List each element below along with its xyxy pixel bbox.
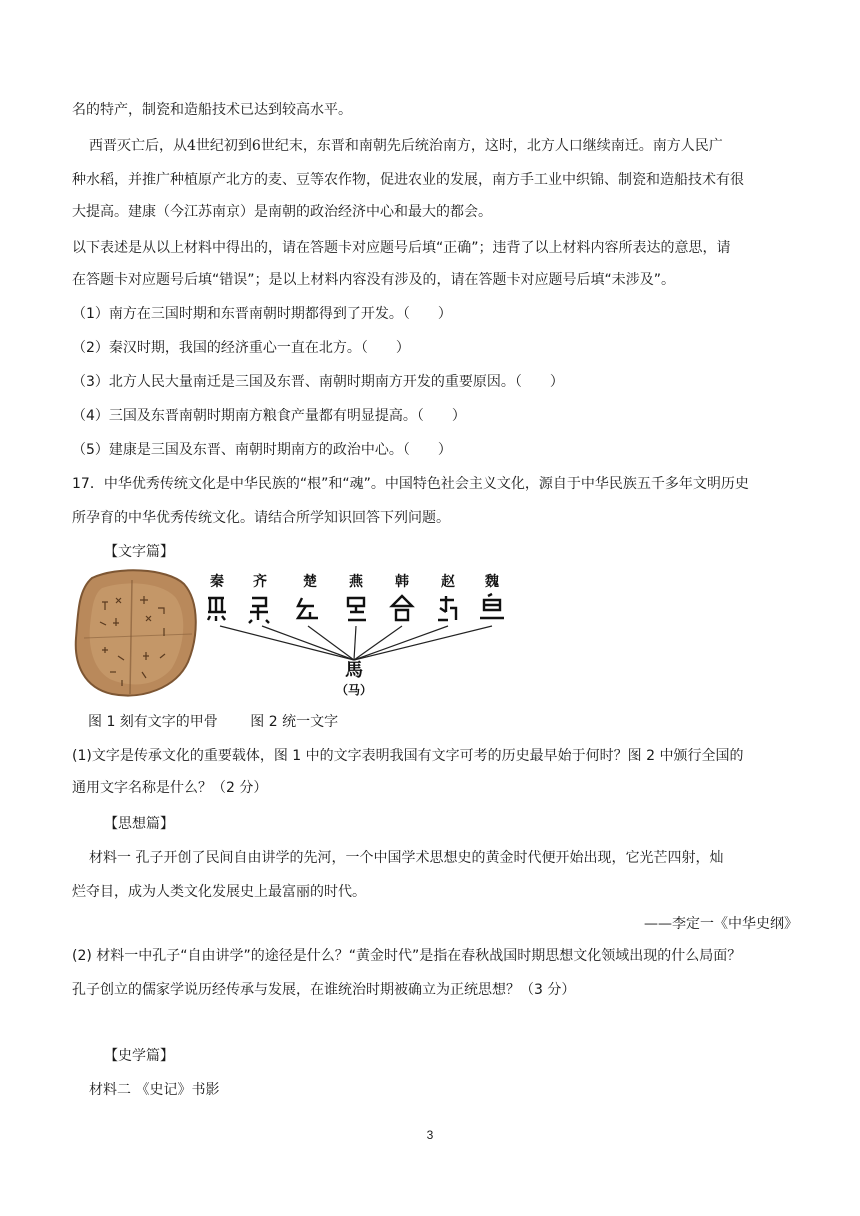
- glyph-yan: [348, 598, 366, 620]
- glyph-qin: [208, 598, 226, 621]
- question-item: （4）三国及东晋南朝时期南方粮食产量都有明显提高。（ ）: [72, 408, 466, 424]
- material-text: 材料二 《史记》书影: [89, 1082, 220, 1098]
- question-text: (2) 材料一中孔子“自由讲学”的途径是什么？“黄金时代”是指在春秋战国时期思想文化领域出现的什么局面？: [72, 948, 742, 964]
- section-heading: 【文字篇】: [104, 544, 174, 560]
- material-text: 烂夺目，成为人类文化发展史上最富丽的时代。: [72, 884, 366, 900]
- state-label: 魏: [485, 574, 499, 590]
- state-label: 韩: [395, 574, 409, 590]
- text-line: 西晋灭亡后，从4世纪初到6世纪末，东晋和南朝先后统治南方，这时，北方人口继续南迁。南方人民广: [89, 138, 723, 154]
- state-label: 赵: [441, 574, 455, 590]
- state-label: 齐: [253, 574, 267, 590]
- question-item: （2）秦汉时期，我国的经济重心一直在北方。（ ）: [72, 340, 410, 356]
- glyph-chu: [298, 598, 318, 618]
- material-text: 材料一 孔子开创了民间自由讲学的先河，一个中国学术思想史的黄金时代便开始出现，它光芒四射，灿: [89, 850, 724, 866]
- question-item: （5）建康是三国及东晋、南朝时期南方的政治中心。（ ）: [72, 442, 452, 458]
- citation: ——李定一《中华史纲》: [644, 916, 798, 932]
- text-line: 种水稻，并推广种植原产北方的麦、豆等农作物，促进农业的发展，南方手工业中织锦、制瓷和造船技术有很: [72, 172, 744, 188]
- figure-svg: [72, 568, 512, 706]
- figure-caption: 图 1 刻有文字的甲骨 图 2 统一文字: [88, 714, 339, 730]
- text-line: 以下表述是从以上材料中得出的，请在答题卡对应题号后填“正确”；违背了以上材料内容所表达的意思，请: [72, 240, 731, 256]
- glyph-han: [392, 596, 412, 620]
- question-title: 17．中华优秀传统文化是中华民族的“根”和“魂”。中国特色社会主义文化，源自于中华民族五千多年文明历史: [72, 476, 749, 492]
- text-line: 大提高。建康（今江苏南京）是南朝的政治经济中心和最大的都会。: [72, 204, 492, 220]
- text-line: 所孕育的中华优秀传统文化。请结合所学知识回答下列问题。: [72, 510, 450, 526]
- question-text: (1)文字是传承文化的重要载体，图 1 中的文字表明我国有文字可考的历史最早始于何时？图 2 中颁行全国的: [72, 748, 744, 764]
- glyph-zhao: [438, 596, 456, 620]
- figure-oracle-bone-and-scripts: [72, 568, 512, 706]
- question-item: （3）北方人民大量南迁是三国及东晋、南朝时期南方开发的重要原因。（ ）: [72, 374, 564, 390]
- text-line: 在答题卡对应题号后填“错误”；是以上材料内容没有涉及的，请在答题卡对应题号后填“未涉及”。: [72, 272, 676, 288]
- glyph-wei: [480, 594, 504, 618]
- connector-lines: [220, 626, 492, 660]
- oracle-bone-image: [76, 570, 196, 695]
- question-item: （1）南方在三国时期和东晋南朝时期都得到了开发。（ ）: [72, 306, 452, 322]
- question-text: 孔子创立的儒家学说历经传承与发展，在谁统治时期被确立为正统思想？（3 分）: [72, 982, 576, 998]
- page-number: 3: [426, 1128, 434, 1142]
- state-label: 燕: [349, 574, 363, 590]
- horse-caption: （马）: [335, 683, 373, 697]
- text-line: 名的特产，制瓷和造船技术已达到较高水平。: [72, 102, 352, 118]
- question-text: 通用文字名称是什么？（2 分）: [72, 780, 268, 796]
- section-heading: 【思想篇】: [104, 816, 174, 832]
- seal-script-horse: 馬: [345, 660, 363, 681]
- regional-horse-glyphs: [208, 594, 504, 623]
- section-heading: 【史学篇】: [104, 1048, 174, 1064]
- glyph-qi: [249, 598, 269, 623]
- state-label: 秦: [210, 574, 224, 590]
- state-label: 楚: [303, 574, 317, 590]
